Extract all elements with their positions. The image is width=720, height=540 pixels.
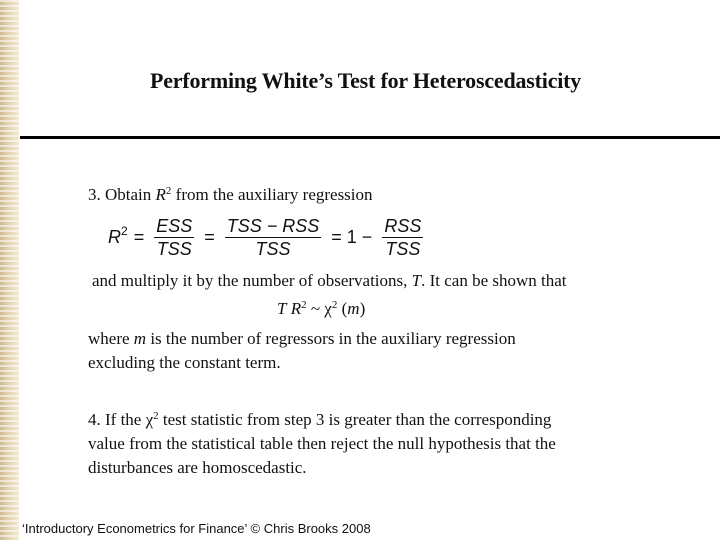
fraction-numerator: ESS bbox=[156, 215, 193, 236]
step4-line-1: 4. If the $\chi^2$ test statistic from step 3 is greater than the corresponding bbox=[88, 410, 552, 429]
title-divider bbox=[20, 136, 720, 139]
slide-title: Performing White’s Test for Heteroscedasticity bbox=[150, 68, 582, 93]
r-squared-equation bbox=[108, 212, 427, 262]
step3-suffix: from the auxiliary regression bbox=[171, 185, 373, 204]
fraction-denominator: TSS bbox=[156, 238, 192, 259]
fraction-denominator: TSS bbox=[385, 238, 421, 259]
fraction-ess-tss bbox=[154, 216, 194, 259]
eq-equals-2: = bbox=[204, 226, 215, 247]
step3-exponent: 2 bbox=[165, 185, 172, 197]
fraction-numerator: TSS − RSS bbox=[226, 215, 320, 236]
eq-lhs: $R^2$ bbox=[108, 223, 128, 247]
step4-line-2: value from the statistical table then reject the null hypothesis that the bbox=[88, 434, 556, 453]
step3-prefix: 3. Obtain bbox=[88, 185, 156, 204]
where-line-1: where m is the number of regressors in the auxiliary regression bbox=[88, 329, 516, 348]
m-symbol: m bbox=[133, 329, 147, 348]
decorative-side-strip bbox=[0, 0, 19, 540]
t-symbol: T bbox=[411, 271, 422, 290]
fraction-rss-tss bbox=[382, 216, 423, 259]
eq-equals-1: = bbox=[133, 226, 145, 247]
fraction-numerator: RSS bbox=[384, 215, 422, 236]
multiply-line: and multiply it by the number of observations, T. It can be shown that bbox=[92, 271, 567, 290]
step3-r-symbol: R bbox=[155, 185, 166, 204]
eq-equals-one-minus: = 1 − bbox=[331, 226, 373, 247]
distribution-line: T $R^2$ ~ $\chi^2$ (m) bbox=[277, 299, 366, 318]
footer-copyright: ‘Introductory Econometrics for Finance’ © Chris Brooks 2008 bbox=[22, 521, 371, 536]
fraction-tss-rss-tss bbox=[225, 216, 322, 259]
step3-line bbox=[88, 183, 373, 207]
step4-line-3: disturbances are homoscedastic. bbox=[88, 458, 307, 477]
fraction-denominator: TSS bbox=[255, 238, 291, 259]
where-line-2: excluding the constant term. bbox=[88, 353, 281, 372]
